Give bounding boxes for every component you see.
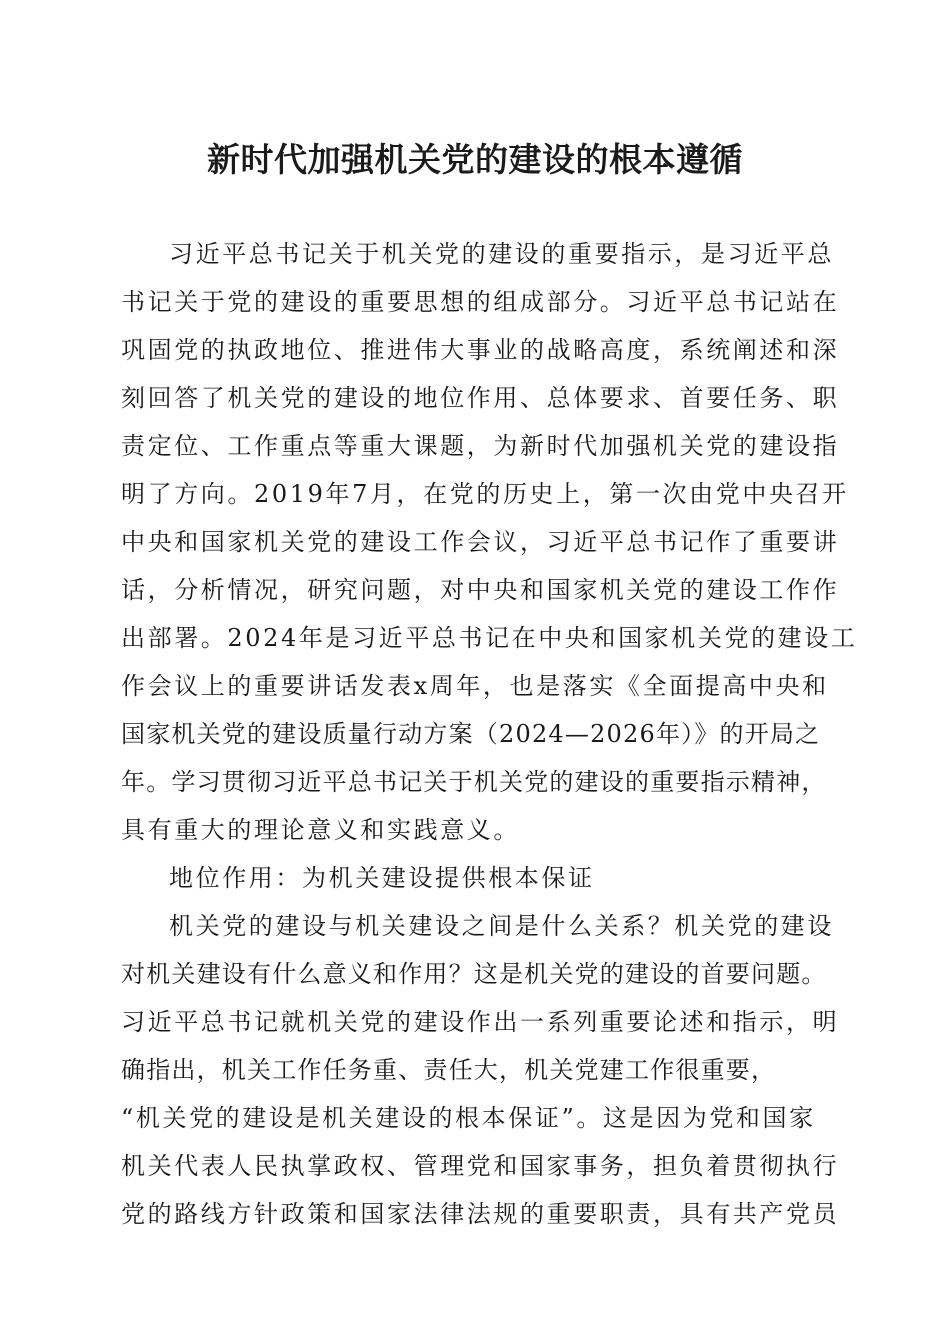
text-line: 话，分析情况，研究问题，对中央和国家机关党的建设工作作	[121, 576, 840, 604]
document-body	[121, 230, 858, 1238]
text-line: 明了方向。2019年7月，在党的历史上，第一次由党中央召开	[121, 480, 849, 508]
text-line: 责定位、工作重点等重大课题，为新时代加强机关党的建设指	[121, 432, 840, 460]
text-line: 书记关于党的建设的重要思想的组成部分。习近平总书记站在	[121, 288, 840, 316]
paragraph-intro	[121, 230, 858, 854]
section-heading-text: 地位作用：为机关建设提供根本保证	[169, 864, 595, 892]
text-line: 机关代表人民执掌政权、管理党和国家事务，担负着贯彻执行	[121, 1152, 840, 1180]
text-line: 对机关建设有什么意义和作用？这是机关党的建设的首要问题。	[121, 960, 827, 988]
text-line: 国家机关党的建设质量行动方案（2024—2026年）》的开局之	[121, 720, 821, 748]
text-line: 中央和国家机关党的建设工作会议，习近平总书记作了重要讲	[121, 528, 840, 556]
paragraph-body	[121, 902, 841, 1238]
text-line: 机关党的建设与机关建设之间是什么关系？机关党的建设	[169, 912, 834, 940]
text-line: 巩固党的执政地位、推进伟大事业的战略高度，系统阐述和深	[121, 336, 840, 364]
text-line: 具有重大的理论意义和实践意义。	[121, 816, 520, 844]
text-line: “机关党的建设是机关建设的根本保证”。这是因为党和国家	[121, 1104, 816, 1132]
document-title: 新时代加强机关党的建设的根本遵循	[207, 140, 743, 179]
text-line: 党的路线方针政策和国家法律法规的重要职责，具有共产党员	[121, 1200, 840, 1228]
text-line: 刻回答了机关党的建设的地位作用、总体要求、首要任务、职	[121, 384, 840, 412]
text-line: 作会议上的重要讲话发表x周年，也是落实《全面提高中央和	[121, 672, 829, 700]
text-line: 习近平总书记关于机关党的建设的重要指示，是习近平总	[169, 240, 834, 268]
text-line: 出部署。2024年是习近平总书记在中央和国家机关党的建设工	[121, 624, 858, 652]
text-line: 确指出，机关工作任务重、责任大，机关党建工作很重要，	[121, 1056, 777, 1084]
section-heading	[121, 854, 841, 902]
text-line: 年。学习贯彻习近平总书记关于机关党的建设的重要指示精神，	[121, 768, 827, 796]
text-line: 习近平总书记就机关党的建设作出一系列重要论述和指示，明	[121, 1008, 840, 1036]
